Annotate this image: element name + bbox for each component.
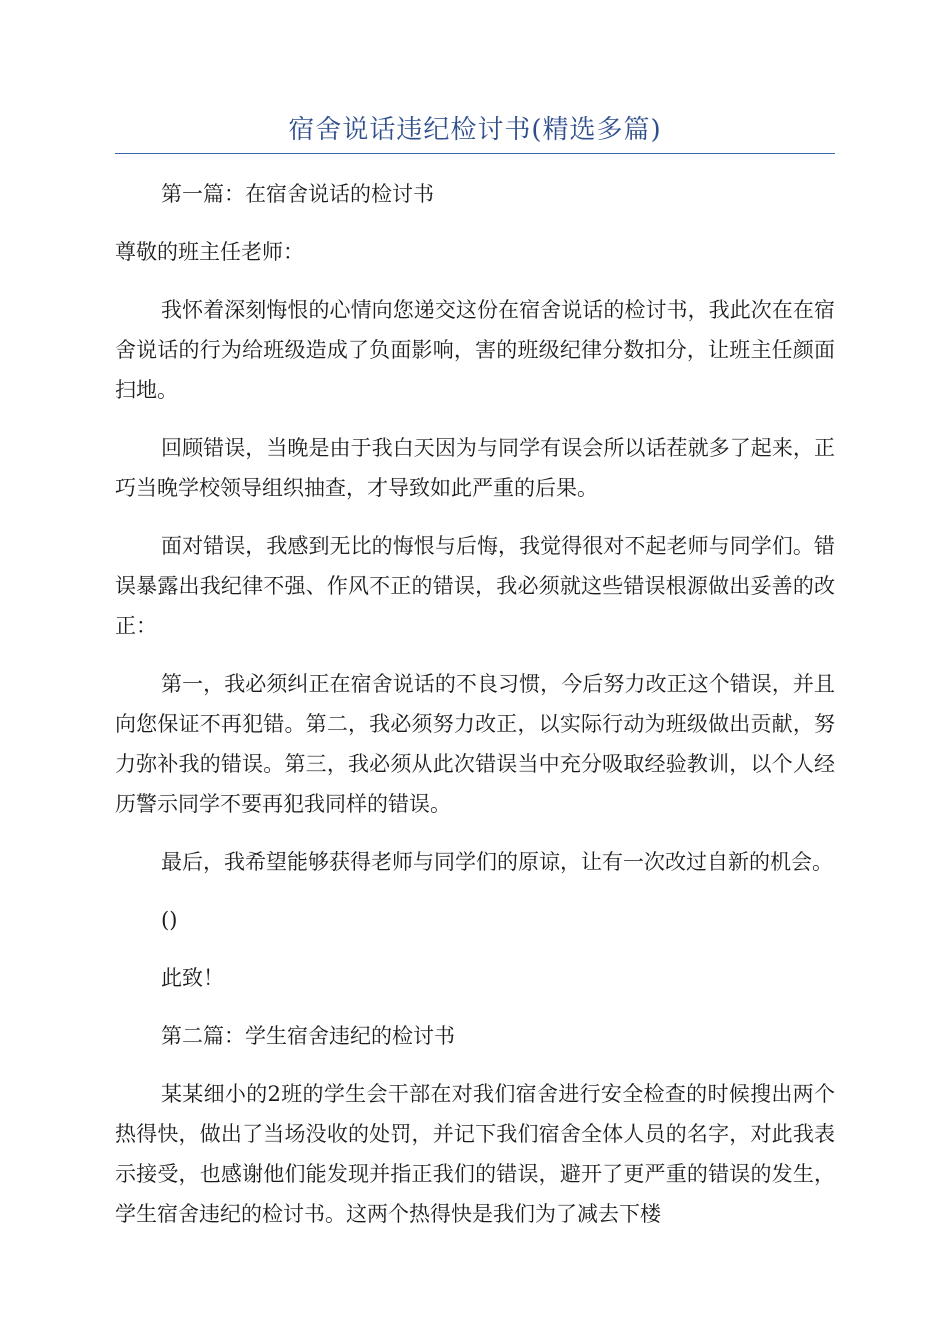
section-heading-2: 第二篇：学生宿舍违纪的检讨书 — [161, 1024, 455, 1048]
paragraph: 回顾错误，当晚是由于我白天因为与同学有误会所以话茬就多了起来，正巧当晚学校领导组织抽查，才导致如此严重的后果。 — [115, 436, 835, 500]
paragraph: 面对错误，我感到无比的悔恨与后悔，我觉得很对不起老师与同学们。错误暴露出我纪律不强、作风不正的错误，我必须就这些错误根源做出妥善的改正： — [115, 534, 835, 638]
paragraph: 我怀着深刻悔恨的心情向您递交这份在宿舍说话的检讨书，我此次在在宿舍说话的行为给班级造成了负面影响，害的班级纪律分数扣分，让班主任颜面扫地。 — [115, 298, 835, 402]
paragraph: 某某细小的2班的学生会干部在对我们宿舍进行安全检查的时候搜出两个热得快，做出了当场没收的处罚，并记下我们宿舍全体人员的名字，对此我表示接受，也感谢他们能发现并指正我们的错误，避开了更严重的错误的发生，学生宿舍违纪的检讨书。这两个热得快是我们为了减去下楼 — [115, 1082, 835, 1226]
document-body — [115, 174, 835, 1252]
document-title: 宿舍说话违纪检讨书(精选多篇) — [288, 115, 662, 145]
section-heading-1: 第一篇：在宿舍说话的检讨书 — [161, 182, 434, 206]
blank-parentheses: () — [161, 908, 178, 932]
title-underline — [115, 153, 835, 154]
salutation: 尊敬的班主任老师： — [115, 240, 304, 264]
closing-phrase: 此致！ — [161, 966, 224, 990]
paragraph: 最后，我希望能够获得老师与同学们的原谅，让有一次改过自新的机会。 — [161, 850, 833, 874]
paragraph: 第一，我必须纠正在宿舍说话的不良习惯，今后努力改正这个错误，并且向您保证不再犯错。第二，我必须努力改正，以实际行动为班级做出贡献，努力弥补我的错误。第三，我必须从此次错误当中充分吸取经验教训，以个人经历警示同学不要再犯我同样的错误。 — [115, 672, 835, 816]
